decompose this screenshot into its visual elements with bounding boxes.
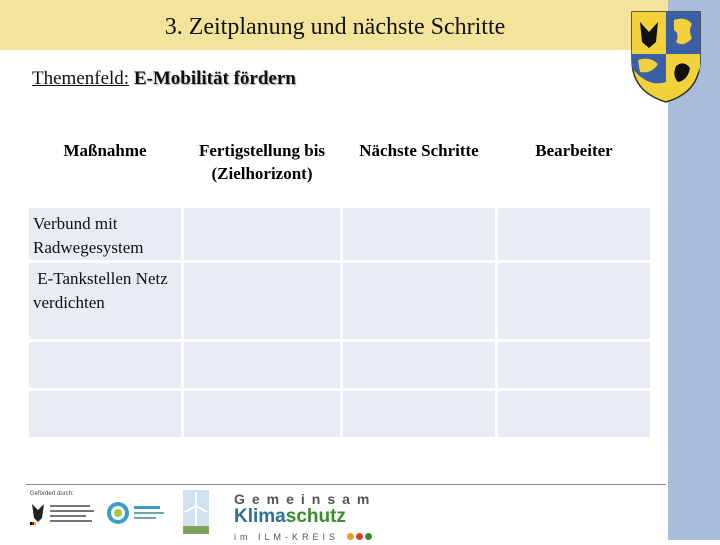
table-cell bbox=[343, 391, 495, 437]
brand-top-text: Gemeinsam bbox=[234, 491, 377, 507]
table-row bbox=[29, 391, 650, 437]
table-cell bbox=[184, 342, 340, 388]
brand-bottom-text: im ILM-KREIS bbox=[234, 532, 340, 543]
table-row bbox=[29, 208, 650, 260]
table-cell bbox=[29, 391, 181, 437]
table-cell bbox=[343, 342, 495, 388]
topic-label: Themenfeld: bbox=[32, 68, 130, 89]
table-cell bbox=[498, 263, 650, 339]
table-cell bbox=[184, 208, 340, 260]
column-header-deadline: Fertigstellung bis (Zielhorizont) bbox=[184, 133, 340, 205]
table-cell bbox=[498, 342, 650, 388]
wind-turbine-icon bbox=[183, 490, 209, 534]
table-row bbox=[29, 342, 650, 388]
klimaschutz-logo bbox=[234, 491, 376, 545]
coat-of-arms-icon bbox=[628, 8, 704, 104]
table-cell bbox=[29, 208, 181, 260]
federal-eagle-icon bbox=[28, 500, 98, 526]
column-header-assignee: Bearbeiter bbox=[498, 133, 650, 205]
climate-logo-icon bbox=[106, 500, 168, 526]
measure-text: Verbund mit Radwegesystem bbox=[33, 214, 144, 257]
table-cell bbox=[498, 391, 650, 437]
table-cell bbox=[29, 342, 181, 388]
table-cell bbox=[184, 391, 340, 437]
table-header-row bbox=[29, 133, 650, 205]
funding-label: Gefördert durch: bbox=[30, 491, 74, 497]
column-header-next-steps: Nächste Schritte bbox=[343, 133, 495, 205]
table-cell bbox=[343, 208, 495, 260]
table-cell bbox=[184, 263, 340, 339]
schedule-table bbox=[26, 130, 653, 440]
footer-divider bbox=[26, 484, 666, 485]
table-row bbox=[29, 263, 650, 339]
table-cell bbox=[498, 208, 650, 260]
slide-title: 3. Zeitplanung und nächste Schritte bbox=[164, 14, 506, 40]
brand-main-text: Klimaschutz bbox=[234, 506, 346, 527]
brand-dots-icon bbox=[345, 527, 372, 545]
topic-heading bbox=[32, 68, 296, 90]
column-header-measure: Maßnahme bbox=[29, 133, 181, 205]
measure-text: E-Tankstellen Netz verdichten bbox=[33, 269, 173, 312]
topic-value: E-Mobilität fördern bbox=[133, 68, 296, 89]
table-cell bbox=[343, 263, 495, 339]
table-cell bbox=[29, 263, 181, 339]
